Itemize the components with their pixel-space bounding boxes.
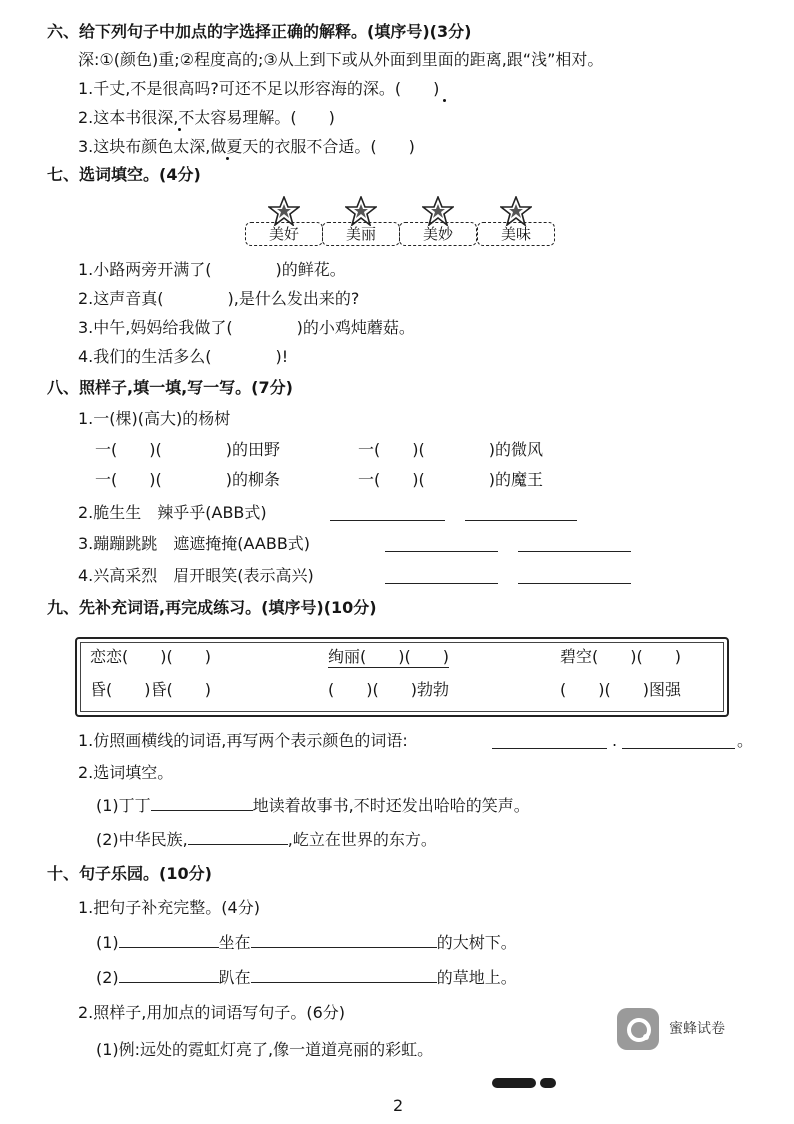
answer-line[interactable] — [188, 830, 288, 845]
section-10-example: (1)例:远处的霓虹灯亮了,像一道道亮丽的彩虹。 — [96, 1040, 434, 1059]
frame-word-a2: 绚丽( )( ) — [328, 647, 449, 666]
answer-line[interactable] — [151, 796, 253, 811]
scan-smudge — [540, 1078, 556, 1088]
word-card — [399, 196, 477, 248]
section-10-q1a — [96, 933, 517, 953]
word-option: 美妙 — [399, 222, 477, 246]
frame-word-b1: 昏( )昏( ) — [90, 680, 211, 699]
word-card — [477, 196, 555, 248]
section-7-question-3: 3.中午,妈妈给我做了( )的小鸡炖蘑菇。 — [78, 318, 415, 337]
section-7-title: 七、选词填空。(4分) — [47, 165, 201, 184]
q1b-suffix: 的草地上。 — [436, 968, 517, 987]
section-9-question-2: 2.选词填空。 — [78, 763, 174, 782]
section-9-question-1: 1.仿照画横线的词语,再写两个表示颜色的词语: — [78, 731, 408, 750]
word-option: 美味 — [477, 222, 555, 246]
answer-line[interactable] — [385, 569, 498, 584]
word-card — [322, 196, 400, 248]
section-8-example: 1.一(棵)(高大)的杨树 — [78, 409, 231, 428]
q1a-suffix: 的大树下。 — [436, 933, 517, 952]
section-6-definitions: 深:①(颜色)重;②程度高的;③从上到下或从外面到里面的距离,跟“浅”相对。 — [78, 50, 604, 69]
section-10-question-2: 2.照样子,用加点的词语写句子。(6分) — [78, 1003, 346, 1022]
frame-word-b2: ( )( )勃勃 — [328, 680, 449, 699]
section-7-question-4: 4.我们的生活多么( )! — [78, 347, 289, 366]
brand-watermark: 蜜蜂试卷 — [669, 1021, 725, 1037]
section-10-question-1: 1.把句子补充完整。(4分) — [78, 898, 260, 917]
section-8-blank-2a: 一( )( )的柳条 — [95, 470, 280, 489]
word-option: 美丽 — [322, 222, 400, 246]
answer-line[interactable] — [119, 933, 219, 948]
punct-dot: . — [612, 731, 618, 750]
answer-line[interactable] — [385, 537, 498, 552]
answer-line[interactable] — [119, 968, 219, 983]
section-6-question-1: 1.千丈,不是很高吗?可还不足以形容海的深。( ) — [78, 79, 440, 98]
word-card — [245, 196, 323, 248]
section-6-title: 六、给下列句子中加点的字选择正确的解释。(填序号)(3分) — [47, 22, 472, 41]
q1b-verb: 趴在 — [218, 968, 251, 987]
q2a-suffix: 地读着故事书,不时还发出哈哈的笑声。 — [252, 796, 530, 815]
answer-line[interactable] — [251, 968, 437, 983]
page-number: 2 — [393, 1096, 404, 1115]
section-8-question-4: 4.兴高采烈 眉开眼笑(表示高兴) — [78, 566, 314, 585]
punct-period: 。 — [737, 731, 754, 750]
frame-word-a1: 恋恋( )( ) — [90, 647, 211, 666]
word-option: 美好 — [245, 222, 323, 246]
section-10-q1b — [96, 968, 517, 988]
q1b-prefix: (2) — [96, 968, 119, 987]
brand-logo-icon — [617, 1008, 659, 1050]
q2a-prefix: (1)丁丁 — [96, 796, 151, 815]
frame-word-b3: ( )( )图强 — [560, 680, 681, 699]
answer-line[interactable] — [518, 569, 631, 584]
section-6-question-3: 3.这块布颜色太深,做夏天的衣服不合适。( ) — [78, 137, 415, 156]
q1a-prefix: (1) — [96, 933, 119, 952]
answer-line[interactable] — [465, 506, 577, 521]
section-9-q2b — [96, 830, 437, 850]
section-7-question-1: 1.小路两旁开满了( )的鲜花。 — [78, 260, 346, 279]
section-8-question-2: 2.脆生生 辣乎乎(ABB式) — [78, 503, 267, 522]
section-8-title: 八、照样子,填一填,写一写。(7分) — [47, 378, 293, 397]
answer-line[interactable] — [622, 734, 735, 749]
answer-line[interactable] — [251, 933, 437, 948]
section-8-question-3: 3.蹦蹦跳跳 遮遮掩掩(AABB式) — [78, 534, 311, 553]
q2b-prefix: (2)中华民族, — [96, 830, 188, 849]
section-8-blank-1b: 一( )( )的微风 — [358, 440, 543, 459]
frame-word-a3: 碧空( )( ) — [560, 647, 681, 666]
answer-line[interactable] — [492, 734, 607, 749]
q2b-suffix: ,屹立在世界的东方。 — [287, 830, 437, 849]
section-8-blank-1a: 一( )( )的田野 — [95, 440, 280, 459]
section-9-q2a — [96, 796, 530, 816]
scan-smudge — [492, 1078, 536, 1088]
section-10-title: 十、句子乐园。(10分) — [47, 864, 212, 883]
section-7-question-2: 2.这声音真( ),是什么发出来的? — [78, 289, 360, 308]
section-8-blank-2b: 一( )( )的魔王 — [358, 470, 543, 489]
answer-line[interactable] — [518, 537, 631, 552]
section-9-title: 九、先补充词语,再完成练习。(填序号)(10分) — [47, 598, 377, 617]
section-6-question-2: 2.这本书很深,不太容易理解。( ) — [78, 108, 335, 127]
q1a-verb: 坐在 — [218, 933, 251, 952]
answer-line[interactable] — [330, 506, 445, 521]
